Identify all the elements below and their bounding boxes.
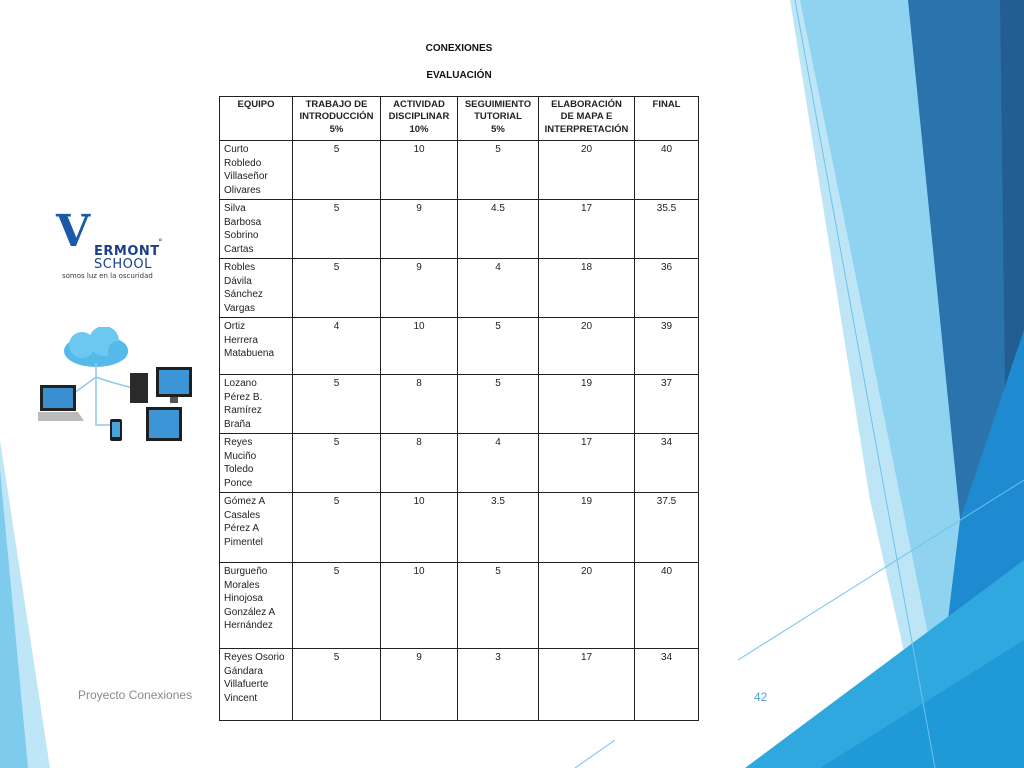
logo-letter: V (56, 206, 91, 257)
score-cell: 20 (539, 141, 635, 200)
table-row (220, 649, 699, 721)
phone-icon (110, 419, 122, 441)
score-cell: 10 (381, 141, 458, 200)
logo-word-2: SCHOOL (94, 257, 152, 272)
final-score-cell: 34 (635, 434, 699, 493)
final-score-cell: 34 (635, 649, 699, 721)
score-cell: 4 (458, 434, 539, 493)
score-cell: 10 (381, 318, 458, 375)
table-row (220, 141, 699, 200)
final-score-cell: 40 (635, 563, 699, 649)
score-cell: 5 (458, 141, 539, 200)
header-seguimiento-tutorial: SEGUIMIENTO TUTORIAL 5% (458, 97, 539, 141)
score-cell: 17 (539, 200, 635, 259)
score-cell: 17 (539, 649, 635, 721)
score-cell: 3.5 (458, 493, 539, 563)
score-cell: 18 (539, 259, 635, 318)
score-cell: 5 (458, 318, 539, 375)
page-number: 42 (754, 690, 768, 704)
document-subtitle: EVALUACIÓN (426, 70, 492, 81)
final-score-cell: 36 (635, 259, 699, 318)
logo-word-1: ERMONT (94, 244, 160, 259)
cloud-network-illustration (38, 327, 194, 451)
score-cell: 5 (458, 375, 539, 434)
score-cell: 10 (381, 563, 458, 649)
evaluation-table (219, 96, 699, 721)
table-row (220, 434, 699, 493)
score-cell: 17 (539, 434, 635, 493)
team-cell: Ortiz Herrera Matabuena (220, 318, 293, 375)
team-cell: Curto Robledo Villaseñor Olivares (220, 141, 293, 200)
score-cell: 4 (293, 318, 381, 375)
score-cell: 5 (293, 434, 381, 493)
score-cell: 8 (381, 434, 458, 493)
table-row (220, 200, 699, 259)
final-score-cell: 37.5 (635, 493, 699, 563)
team-cell: Gómez A Casales Pérez A Pimentel (220, 493, 293, 563)
header-final: FINAL (635, 97, 699, 141)
header-actividad-disciplinar: ACTIVIDAD DISCIPLINAR 10% (381, 97, 458, 141)
final-score-cell: 40 (635, 141, 699, 200)
score-cell: 8 (381, 375, 458, 434)
score-cell: 5 (293, 493, 381, 563)
header-equipo: EQUIPO (220, 97, 293, 141)
score-cell: 5 (293, 200, 381, 259)
score-cell: 10 (381, 493, 458, 563)
team-cell: Reyes Muciño Toledo Ponce (220, 434, 293, 493)
score-cell: 5 (293, 649, 381, 721)
logo-degree: ° (158, 238, 163, 248)
table-row (220, 375, 699, 434)
score-cell: 19 (539, 375, 635, 434)
footer-text: Proyecto Conexiones (78, 688, 193, 702)
final-score-cell: 35.5 (635, 200, 699, 259)
score-cell: 5 (293, 141, 381, 200)
table-row (220, 563, 699, 649)
final-score-cell: 39 (635, 318, 699, 375)
score-cell: 20 (539, 563, 635, 649)
header-elaboracion-mapa: ELABORACIÓN DE MAPA E INTERPRETACIÓN (539, 97, 635, 141)
desktop-tower-icon (130, 373, 148, 403)
document-title: CONEXIONES (425, 43, 493, 54)
score-cell: 20 (539, 318, 635, 375)
score-cell: 5 (293, 375, 381, 434)
tablet-icon (146, 407, 182, 441)
score-cell: 9 (381, 649, 458, 721)
score-cell: 4.5 (458, 200, 539, 259)
vermont-school-logo (56, 206, 176, 282)
final-score-cell: 37 (635, 375, 699, 434)
header-trabajo-introduccion: TRABAJO DE INTRODUCCIÓN 5% (293, 97, 381, 141)
team-cell: Burgueño Morales Hinojosa González A Hernández (220, 563, 293, 649)
table-row (220, 318, 699, 375)
table-row (220, 259, 699, 318)
team-cell: Reyes Osorio Gándara Villafuerte Vincent (220, 649, 293, 721)
team-cell: Robles Dávila Sánchez Vargas (220, 259, 293, 318)
table-header-row (220, 97, 699, 141)
score-cell: 9 (381, 200, 458, 259)
logo-tagline: somos luz en la oscuridad (62, 272, 153, 280)
score-cell: 9 (381, 259, 458, 318)
score-cell: 19 (539, 493, 635, 563)
table-row (220, 493, 699, 563)
score-cell: 5 (293, 259, 381, 318)
score-cell: 5 (458, 563, 539, 649)
score-cell: 4 (458, 259, 539, 318)
team-cell: Lozano Pérez B. Ramírez Braña (220, 375, 293, 434)
team-cell: Silva Barbosa Sobrino Cartas (220, 200, 293, 259)
score-cell: 5 (293, 563, 381, 649)
score-cell: 3 (458, 649, 539, 721)
